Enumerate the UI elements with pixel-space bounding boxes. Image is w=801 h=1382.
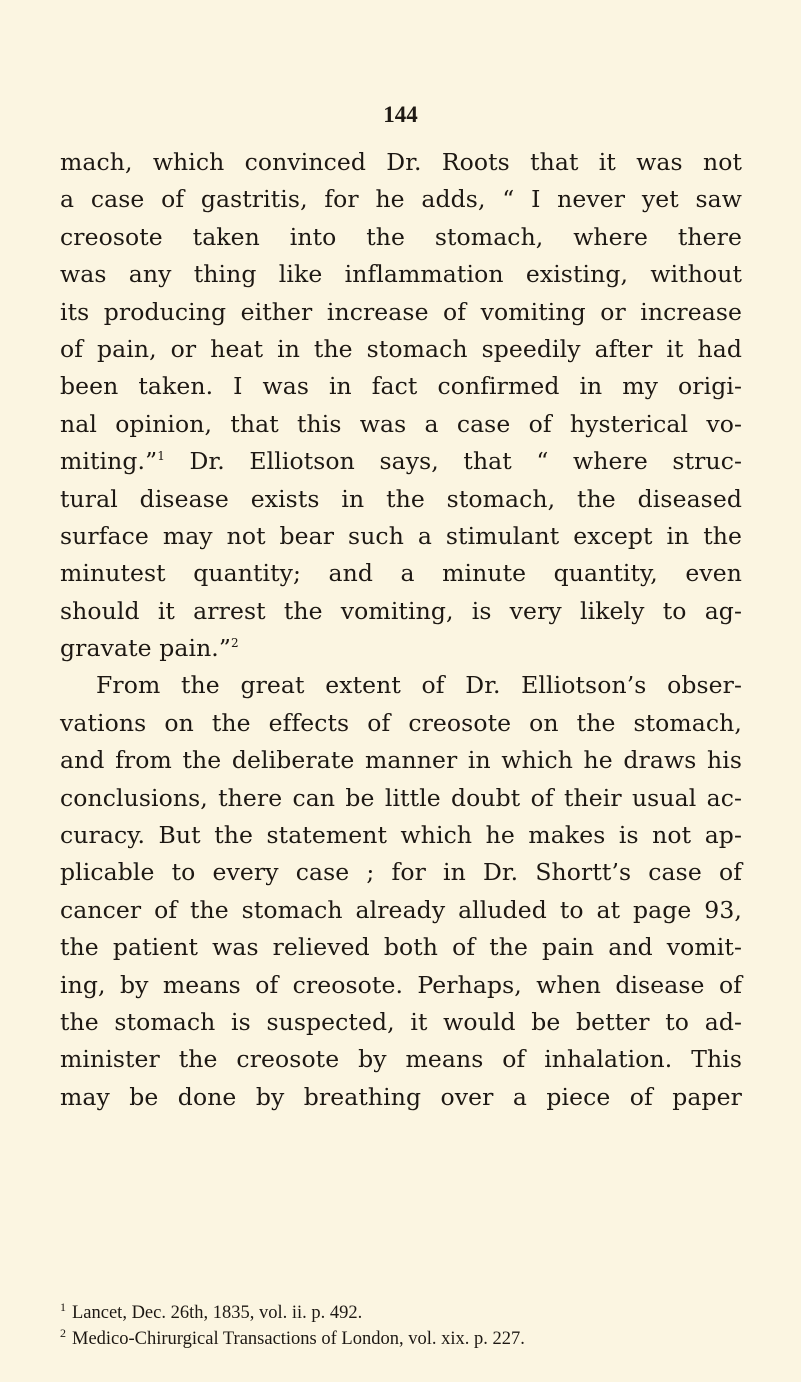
text-line-content: of pain, or heat in the stomach speedily after it had xyxy=(60,334,742,363)
text-line-content: miting.” xyxy=(60,447,158,476)
text-line-content: gravate pain.” xyxy=(60,634,231,663)
footnote-number: 1 xyxy=(60,1299,66,1314)
text-line-content: may be done by breathing over a piece of paper xyxy=(60,1082,742,1111)
text-line-content: been taken. I was in fact confirmed in my origi- xyxy=(60,372,742,401)
text-line xyxy=(60,929,742,966)
footnote-text: Medico-Chirurgical Transactions of London, vol. xix. p. 227. xyxy=(72,1329,525,1349)
text-line-content: the patient was relieved both of the pain and vomit- xyxy=(60,933,742,962)
text-line-content: and from the deliberate manner in which he draws his xyxy=(60,746,742,775)
text-line-content: cancer of the stomach already alluded to at page 93, xyxy=(60,895,742,924)
text-line-content: curacy. But the statement which he makes is not ap- xyxy=(60,821,742,850)
text-line-content: a case of gastritis, for he adds, “ I never yet saw xyxy=(60,185,742,214)
footnote-text: Lancet, Dec. 26th, 1835, vol. ii. p. 492. xyxy=(72,1303,363,1323)
text-line-content: mach, which convinced Dr. Roots that it was not xyxy=(60,148,742,176)
text-line xyxy=(60,593,742,630)
text-line-content: conclusions, there can be little doubt of their usual ac- xyxy=(60,783,742,812)
body-text xyxy=(60,144,742,1116)
text-line xyxy=(60,780,742,817)
text-line xyxy=(60,555,742,592)
text-line-content: ing, by means of creosote. Perhaps, when disease of xyxy=(60,970,742,999)
footnote-marker: 1 xyxy=(157,449,165,464)
text-line-content: the stomach is suspected, it would be better to ad- xyxy=(60,1007,742,1036)
text-line-content: was any thing like inflammation existing, without xyxy=(60,260,742,289)
text-line xyxy=(60,181,742,218)
text-line xyxy=(60,1041,742,1078)
text-line xyxy=(60,1079,742,1116)
text-line-content: its producing either increase of vomiting or increase xyxy=(60,297,742,326)
text-line-content: tural disease exists in the stomach, the diseased xyxy=(60,484,742,513)
text-line xyxy=(60,967,742,1004)
text-line-content: nal opinion, that this was a case of hysterical vo- xyxy=(60,409,742,438)
text-line xyxy=(60,854,742,891)
footnotes xyxy=(60,1300,742,1352)
text-line xyxy=(60,256,742,293)
footnote xyxy=(60,1300,742,1326)
text-line xyxy=(60,1004,742,1041)
text-line xyxy=(60,705,742,742)
footnote-number: 2 xyxy=(60,1325,66,1340)
text-line xyxy=(60,892,742,929)
page-number: 144 xyxy=(383,102,418,127)
text-line xyxy=(60,630,742,667)
text-line xyxy=(60,219,742,256)
text-line xyxy=(60,144,742,181)
text-line xyxy=(60,742,742,779)
text-line-content: surface may not bear such a stimulant except in the xyxy=(60,521,742,550)
footnote-marker: 2 xyxy=(230,636,239,651)
text-line-content: minister the creosote by means of inhalation. This xyxy=(60,1045,742,1074)
text-line xyxy=(60,817,742,854)
text-line-content: plicable to every case ; for in Dr. Shortt’s case of xyxy=(60,858,742,887)
text-line xyxy=(60,368,742,405)
text-line xyxy=(60,294,742,331)
text-line-content: creosote taken into the stomach, where there xyxy=(60,222,742,251)
text-line-content: vations on the effects of creosote on the stomach, xyxy=(60,708,742,737)
text-line-continuation: Dr. Elliotson says, that “ where struc- xyxy=(164,447,742,476)
text-line-content: minutest quantity; and a minute quantity, even xyxy=(60,559,742,588)
text-line xyxy=(60,518,742,555)
text-line xyxy=(60,406,742,443)
text-line xyxy=(60,331,742,368)
text-line xyxy=(60,443,742,480)
text-line xyxy=(60,481,742,518)
text-line-content: should it arrest the vomiting, is very likely to ag- xyxy=(60,596,742,625)
text-line xyxy=(60,667,742,704)
text-line-content: From the great extent of Dr. Elliotson’s obser- xyxy=(96,671,742,700)
footnote xyxy=(60,1326,742,1352)
